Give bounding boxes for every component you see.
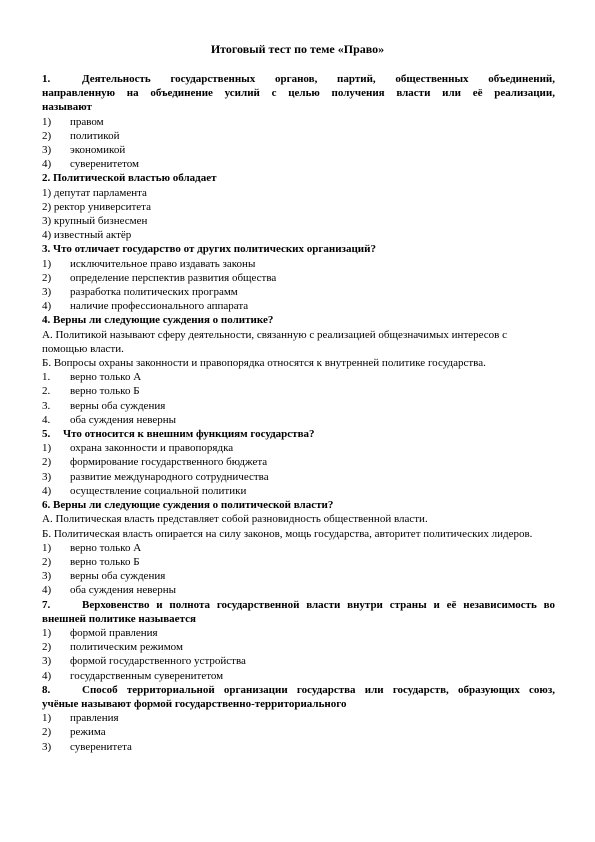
option-number: 4) xyxy=(42,669,52,682)
option-text: исключительное право издавать законы xyxy=(70,257,256,270)
option-number: 1) xyxy=(42,257,52,270)
answer-option xyxy=(42,143,555,157)
option-number: 3) xyxy=(42,740,52,753)
option-number: 2) xyxy=(42,726,52,739)
option-number: 2) xyxy=(42,456,52,469)
option-number: 3) xyxy=(42,655,52,668)
statement-a: А. Политикой называют сферу деятельности, связанную с реализацией общезначимых интересов с помощью власти. xyxy=(42,328,507,355)
option-number: 4) xyxy=(42,484,52,497)
question-1-line-3: называют xyxy=(42,101,92,114)
option-text: наличие профессионального аппарата xyxy=(70,300,249,313)
option-text: политикой xyxy=(70,129,120,142)
option-text: формой государственного устройства xyxy=(70,655,246,668)
answer-option xyxy=(42,583,555,597)
option-text: верны оба суждения xyxy=(70,570,166,583)
answer-option: 2) ректор университета xyxy=(42,200,151,213)
answer-option xyxy=(42,626,555,640)
answer-option xyxy=(42,441,555,455)
question-1-number: 1. xyxy=(42,73,51,85)
question-3 xyxy=(42,242,555,313)
option-number: 3. xyxy=(42,399,51,412)
test-content xyxy=(42,72,555,754)
question-7-line-1 xyxy=(42,598,555,612)
option-text: оба суждения неверны xyxy=(70,584,177,597)
answer-option xyxy=(42,569,555,583)
option-text: суверенитета xyxy=(70,740,132,753)
answer-option xyxy=(42,654,555,668)
question-1-text-1: Деятельность государственных органов, партий, общественных объединений, xyxy=(82,73,555,85)
answer-option xyxy=(42,640,555,654)
question-1-line-2: направленную на объединение усилий с целью получения власти или её реализации, xyxy=(42,87,555,100)
statement-b: Б. Вопросы охраны законности и правопорядка относятся к внутренней политике государства. xyxy=(42,357,486,370)
question-2 xyxy=(42,171,555,242)
option-number: 1) xyxy=(42,541,52,554)
answer-option: 1) депутат парламента xyxy=(42,186,147,199)
option-number: 4) xyxy=(42,300,52,313)
option-number: 3) xyxy=(42,570,52,583)
answer-option: 3) крупный бизнесмен xyxy=(42,215,148,228)
question-8-text-1: Способ территориальной организации государства или государств, образующих союз, xyxy=(82,683,555,696)
question-7-number: 7. xyxy=(42,598,51,611)
answer-option xyxy=(42,484,555,498)
question-8-line-2: учёные называют формой государственно-территориального xyxy=(42,697,347,710)
option-number: 1) xyxy=(42,626,52,639)
option-number: 4. xyxy=(42,413,51,426)
question-1-line-1 xyxy=(42,72,555,86)
answer-option xyxy=(42,129,555,143)
answer-option xyxy=(42,711,555,725)
option-number: 4) xyxy=(42,158,52,171)
page-title: Итоговый тест по теме «Право» xyxy=(210,42,385,56)
answer-option xyxy=(42,115,555,129)
option-text: политическим режимом xyxy=(70,641,183,654)
question-8-line-1 xyxy=(42,683,555,697)
statement-a: А. Политическая власть представляет собой разновидность общественной власти. xyxy=(42,513,428,526)
option-text: верны оба суждения xyxy=(70,399,166,412)
option-text: правом xyxy=(70,115,104,128)
option-text: осуществление социальной политики xyxy=(70,484,247,497)
question-4-text: 4. Верны ли следующие суждения о политике? xyxy=(42,314,274,327)
option-number: 1) xyxy=(42,712,52,725)
answer-option xyxy=(42,541,555,555)
option-number: 4) xyxy=(42,584,52,597)
option-number: 1) xyxy=(42,115,52,128)
question-6 xyxy=(42,498,555,597)
option-text: формой правления xyxy=(70,626,158,639)
option-text: оба суждения неверны xyxy=(70,413,177,426)
option-text: государственным суверенитетом xyxy=(70,669,224,682)
option-number: 2) xyxy=(42,129,52,142)
answer-option xyxy=(42,384,555,398)
answer-option xyxy=(42,399,555,413)
option-number: 3) xyxy=(42,470,52,483)
answer-option xyxy=(42,271,555,285)
option-number: 2) xyxy=(42,641,52,654)
option-text: развитие международного сотрудничества xyxy=(70,470,269,483)
statement-b: Б. Политическая власть опирается на силу законов, мощь государства, авторитет политических лидеров. xyxy=(42,527,533,540)
answer-option xyxy=(42,740,555,754)
answer-option xyxy=(42,455,555,469)
answer-option xyxy=(42,257,555,271)
question-3-text: 3. Что отличает государство от других политических организаций? xyxy=(42,243,376,256)
answer-option xyxy=(42,725,555,739)
option-number: 1. xyxy=(42,371,51,384)
question-7 xyxy=(42,598,555,683)
question-2-text: 2. Политической властью обладает xyxy=(42,172,217,185)
question-8 xyxy=(42,683,555,754)
option-text: определение перспектив развития общества xyxy=(70,271,277,284)
option-text: верно только А xyxy=(70,371,142,384)
option-text: верно только А xyxy=(70,541,142,554)
option-number: 3) xyxy=(42,286,52,299)
option-number: 2. xyxy=(42,385,51,398)
question-6-text: 6. Верны ли следующие суждения о политической власти? xyxy=(42,499,334,512)
option-text: охрана законности и правопорядка xyxy=(70,442,234,455)
question-8-number: 8. xyxy=(42,683,51,696)
question-5 xyxy=(42,427,555,498)
option-text: суверенитетом xyxy=(70,158,140,171)
question-7-line-2: внешней политике называется xyxy=(42,612,196,625)
answer-option xyxy=(42,555,555,569)
question-5-text: Что относится к внешним функциям государства? xyxy=(63,428,315,441)
option-number: 3) xyxy=(42,144,52,157)
answer-option xyxy=(42,285,555,299)
option-text: верно только Б xyxy=(70,385,140,398)
option-text: правления xyxy=(70,712,119,725)
answer-option xyxy=(42,299,555,313)
question-5-line xyxy=(42,427,555,441)
option-text: разработка политических программ xyxy=(70,286,238,299)
answer-option xyxy=(42,157,555,171)
question-1 xyxy=(42,72,555,171)
question-5-number: 5. xyxy=(42,428,51,441)
answer-option xyxy=(42,470,555,484)
option-number: 2) xyxy=(42,271,52,284)
option-text: режима xyxy=(70,726,106,739)
answer-option: 4) известный актёр xyxy=(42,229,132,242)
option-text: экономикой xyxy=(70,144,126,157)
question-4 xyxy=(42,313,555,427)
answer-option xyxy=(42,413,555,427)
option-number: 2) xyxy=(42,555,52,568)
option-text: формирование государственного бюджета xyxy=(70,456,268,469)
answer-option xyxy=(42,370,555,384)
option-text: верно только Б xyxy=(70,555,140,568)
question-7-text-1: Верховенство и полнота государственной власти внутри страны и её независимость во xyxy=(82,598,555,611)
option-number: 1) xyxy=(42,442,52,455)
answer-option xyxy=(42,669,555,683)
